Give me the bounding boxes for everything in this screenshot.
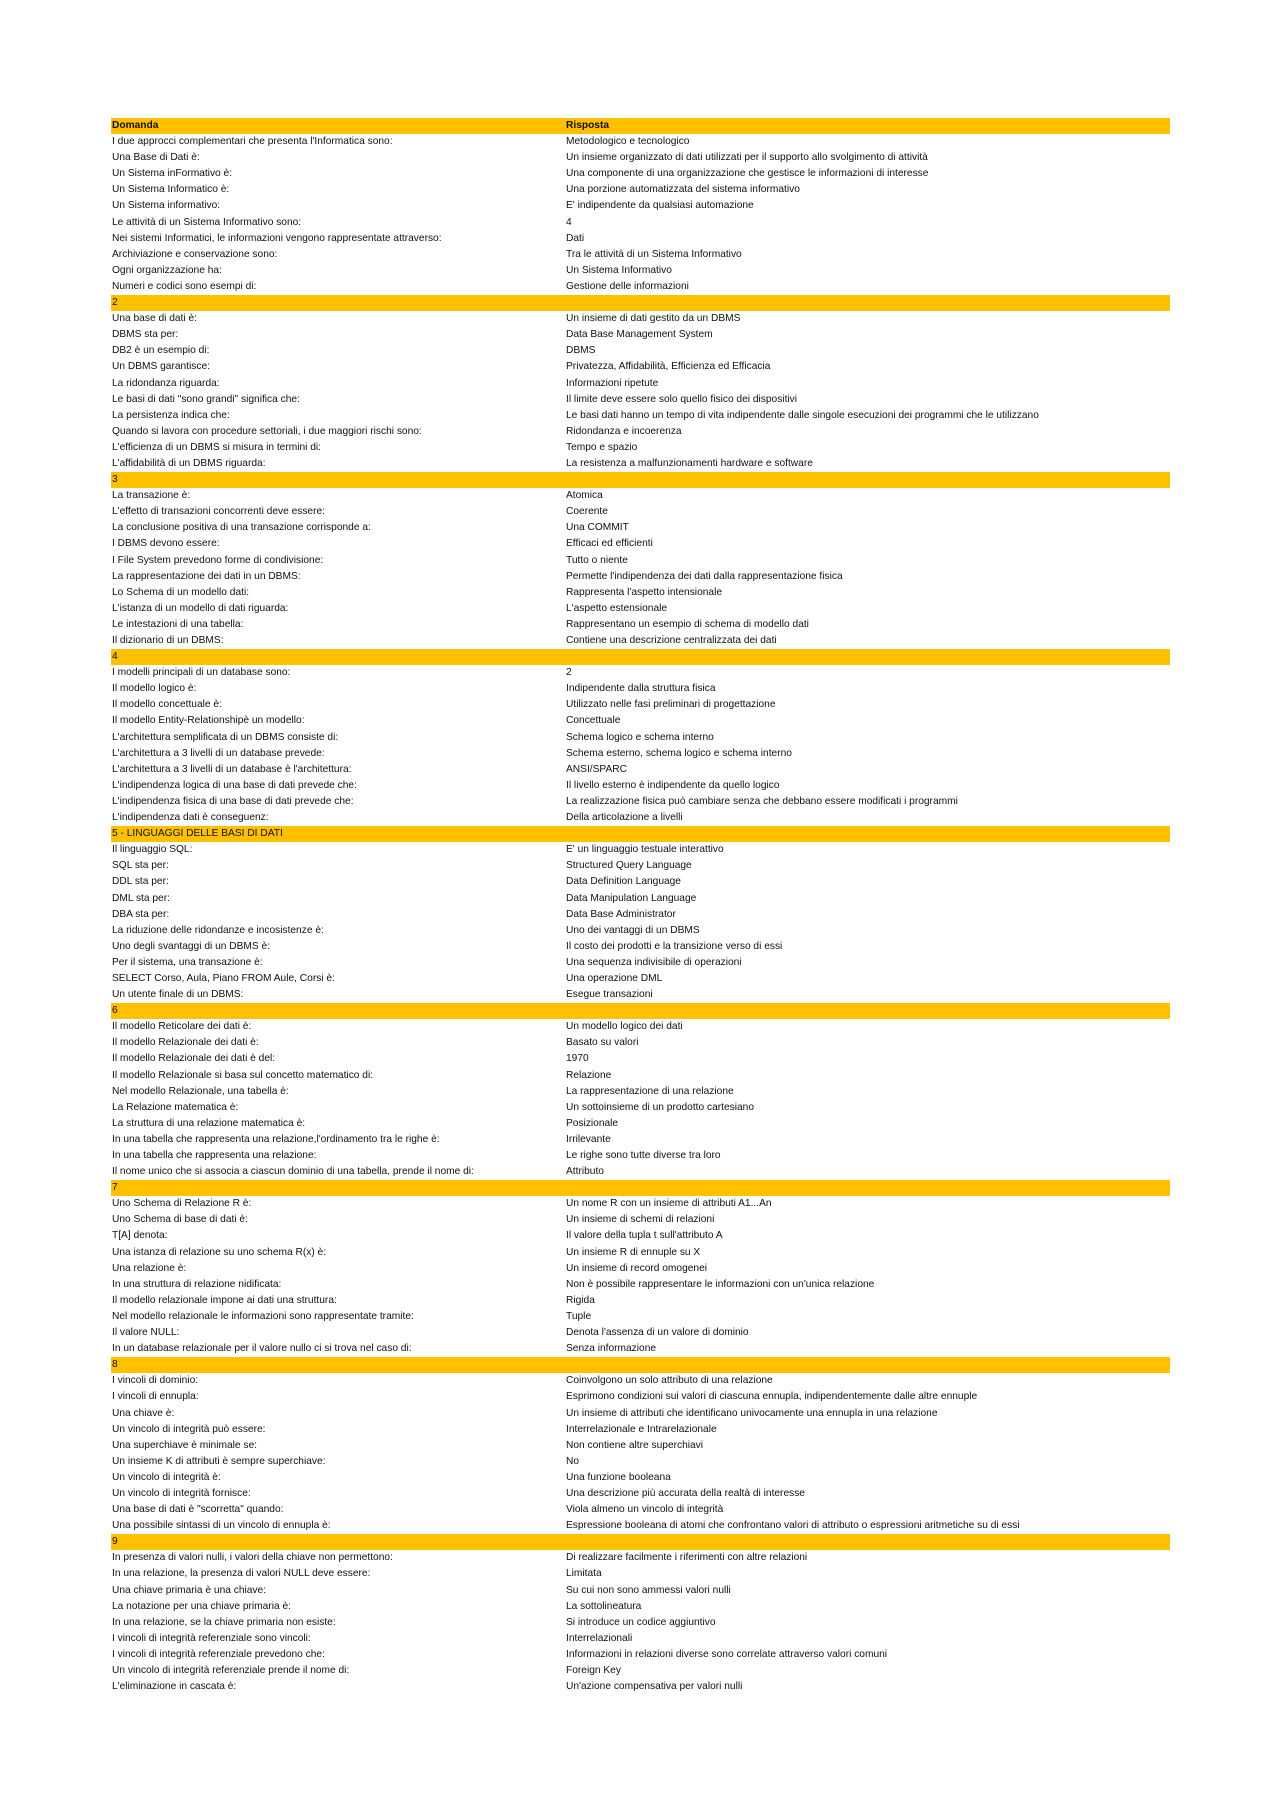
table-row xyxy=(111,778,1170,794)
table-row xyxy=(111,1100,1170,1116)
answer-cell: Il valore della tupla t sull'attributo A xyxy=(566,1230,723,1242)
question-cell: Le intestazioni di una tabella: xyxy=(112,618,244,630)
question-cell: Un vincolo di integrità referenziale prende il nome di: xyxy=(112,1665,350,1676)
qa-table xyxy=(111,118,1170,1695)
question-cell: La ridondanza riguarda: xyxy=(112,377,220,389)
answer-cell: Rigida xyxy=(566,1294,595,1306)
question-cell: Un utente finale di un DBMS: xyxy=(112,989,244,1001)
table-row xyxy=(111,1116,1170,1132)
question-cell: L'efficienza di un DBMS si misura in termini di: xyxy=(112,441,321,453)
table-row xyxy=(111,858,1170,874)
question-cell: L'effetto di transazioni concorrenti deve essere: xyxy=(112,506,325,518)
table-row xyxy=(111,166,1170,182)
section-band xyxy=(111,826,1170,842)
answer-cell: Senza informazione xyxy=(566,1343,657,1355)
section-label: 7 xyxy=(112,1182,118,1194)
question-cell: L'indipendenza logica di una base di dati prevede che: xyxy=(112,779,357,791)
question-cell: Una Base di Dati è: xyxy=(112,152,200,164)
table-row xyxy=(111,907,1170,923)
table-row xyxy=(111,343,1170,359)
answer-cell: Denota l'assenza di un valore di dominio xyxy=(566,1327,749,1339)
section-label: 2 xyxy=(112,297,118,309)
table-row xyxy=(111,1470,1170,1486)
question-cell: T[A] denota: xyxy=(112,1230,168,1242)
question-cell: DBMS sta per: xyxy=(112,329,179,341)
table-row xyxy=(111,263,1170,279)
table-row xyxy=(111,1019,1170,1035)
answer-cell: Le basi dati hanno un tempo di vita indipendente dalle singole esecuzioni dei programmi che le utilizzano xyxy=(566,409,1039,421)
answer-cell: Tra le attività di un Sistema Informativo xyxy=(566,248,742,260)
answer-cell: Un sottoinsieme di un prodotto cartesiano xyxy=(566,1101,755,1113)
table-row xyxy=(111,1518,1170,1534)
question-cell: In un database relazionale per il valore nullo ci si trova nel caso di: xyxy=(112,1343,412,1355)
answer-cell: Un insieme organizzato di dati utilizzati per il supporto allo svolgimento di attività xyxy=(566,152,928,164)
table-row xyxy=(111,1132,1170,1148)
answer-cell: Informazioni ripetute xyxy=(566,377,659,389)
table-row xyxy=(111,762,1170,778)
answer-cell: Espressione booleana di atomi che confrontano valori di attributo o espressioni aritmetiche su di essi xyxy=(566,1520,1020,1532)
answer-cell: 2 xyxy=(566,667,572,679)
answer-cell: Data Definition Language xyxy=(566,876,681,888)
question-cell: Numeri e codici sono esempi di: xyxy=(112,280,257,292)
answer-cell: La sottolineatura xyxy=(566,1600,642,1612)
question-cell: I vincoli di ennupla: xyxy=(112,1391,199,1403)
question-cell: Un insieme K di attributi è sempre superchiave: xyxy=(112,1455,326,1467)
table-row xyxy=(111,440,1170,456)
question-cell: DBA sta per: xyxy=(112,908,170,920)
question-cell: L'eliminazione in cascata è: xyxy=(112,1681,237,1693)
table-row xyxy=(111,1615,1170,1631)
question-cell: Un vincolo di integrità fornisce: xyxy=(112,1487,251,1499)
question-cell: In una struttura di relazione nidificata: xyxy=(112,1278,282,1290)
question-cell: DML sta per: xyxy=(112,892,170,904)
question-cell: In presenza di valori nulli, i valori della chiave non permettono: xyxy=(112,1552,393,1564)
table-row xyxy=(111,874,1170,890)
answer-cell: Una descrizione più accurata della realtà di interesse xyxy=(566,1487,805,1499)
table-row xyxy=(111,1679,1170,1695)
table-row xyxy=(111,585,1170,601)
question-cell: I vincoli di integrità referenziale sono vincoli: xyxy=(112,1632,311,1644)
answer-cell: Rappresenta l'aspetto intensionale xyxy=(566,586,722,598)
table-row xyxy=(111,681,1170,697)
answer-cell: Non è possibile rappresentare le informazioni con un'unica relazione xyxy=(566,1278,875,1290)
table-row xyxy=(111,198,1170,214)
table-row xyxy=(111,504,1170,520)
question-cell: I DBMS devono essere: xyxy=(112,538,220,550)
table-row xyxy=(111,1228,1170,1244)
table-row xyxy=(111,1084,1170,1100)
table-row xyxy=(111,1164,1170,1180)
table-row xyxy=(111,1212,1170,1228)
table-row xyxy=(111,1422,1170,1438)
question-cell: I due approcci complementari che presenta l'Informatica sono: xyxy=(112,136,393,148)
question-cell: Il linguaggio SQL: xyxy=(112,844,193,856)
answer-cell: Un insieme R di ennuple su X xyxy=(566,1246,701,1258)
question-cell: Il modello logico è: xyxy=(112,683,197,695)
question-cell: La riduzione delle ridondanze e incosistenze è: xyxy=(112,924,324,936)
answer-cell: 1970 xyxy=(566,1053,589,1065)
question-cell: La Relazione matematica è: xyxy=(112,1101,239,1113)
table-row xyxy=(111,1550,1170,1566)
answer-cell: Contiene una descrizione centralizzata dei dati xyxy=(566,635,777,646)
answer-cell: L'aspetto estensionale xyxy=(566,602,668,614)
answer-cell: Data Manipulation Language xyxy=(566,892,697,904)
table-row xyxy=(111,1261,1170,1277)
question-cell: Uno degli svantaggi di un DBMS è: xyxy=(112,940,270,952)
answer-cell: Un Sistema Informativo xyxy=(566,264,672,276)
question-cell: Una chiave primaria è una chiave: xyxy=(112,1584,267,1596)
question-cell: L'istanza di un modello di dati riguarda: xyxy=(112,602,289,614)
answer-cell: La resistenza a malfunzionamenti hardware e software xyxy=(566,457,813,469)
table-row xyxy=(111,1583,1170,1599)
answer-cell: Basato su valori xyxy=(566,1037,639,1049)
table-row xyxy=(111,569,1170,585)
section-band xyxy=(111,1180,1170,1196)
question-cell: SELECT Corso, Aula, Piano FROM Aule, Corsi è: xyxy=(112,972,335,984)
answer-cell: Rappresentano un esempio di schema di modello dati xyxy=(566,618,809,630)
table-row xyxy=(111,1325,1170,1341)
question-cell: I File System prevedono forme di condivisione: xyxy=(112,554,324,566)
table-row xyxy=(111,713,1170,729)
answer-cell: Permette l'indipendenza dei dati dalla rappresentazione fisica xyxy=(566,570,843,582)
table-row xyxy=(111,697,1170,713)
question-cell: Una superchiave è minimale se: xyxy=(112,1439,257,1451)
table-row xyxy=(111,1438,1170,1454)
table-row xyxy=(111,1389,1170,1405)
answer-cell: Foreign Key xyxy=(566,1665,621,1676)
question-cell: Un Sistema Informatico è: xyxy=(112,184,230,196)
section-band xyxy=(111,649,1170,665)
table-row xyxy=(111,1341,1170,1357)
header-answer: Risposta xyxy=(566,120,610,131)
table-row xyxy=(111,327,1170,343)
question-cell: Una istanza di relazione su uno schema R(x) è: xyxy=(112,1246,327,1258)
answer-cell: 4 xyxy=(566,216,572,228)
answer-cell: Gestione delle informazioni xyxy=(566,280,689,292)
table-row xyxy=(111,1293,1170,1309)
question-cell: L'architettura semplificata di un DBMS consiste di: xyxy=(112,731,339,743)
table-row xyxy=(111,633,1170,649)
question-cell: Il nome unico che si associa a ciascun dominio di una tabella, prende il nome di: xyxy=(112,1166,474,1178)
question-cell: Una chiave è: xyxy=(112,1407,175,1419)
answer-cell: Schema logico e schema interno xyxy=(566,731,714,743)
answer-cell: Una sequenza indivisibile di operazioni xyxy=(566,956,742,968)
answer-cell: Esegue transazioni xyxy=(566,989,653,1001)
section-label: 9 xyxy=(112,1536,118,1548)
answer-cell: Tempo e spazio xyxy=(566,441,638,453)
question-cell: Il modello Reticolare dei dati è: xyxy=(112,1021,252,1033)
question-cell: Nei sistemi Informatici, le informazioni vengono rappresentate attraverso: xyxy=(112,232,442,244)
section-band xyxy=(111,295,1170,311)
question-cell: I modelli principali di un database sono: xyxy=(112,667,291,679)
answer-cell: Una componente di una organizzazione che gestisce le informazioni di interesse xyxy=(566,168,929,180)
table-row xyxy=(111,1486,1170,1502)
question-cell: La transazione è: xyxy=(112,490,191,502)
answer-cell: Concettuale xyxy=(566,715,621,727)
answer-cell: Structured Query Language xyxy=(566,860,692,872)
question-cell: L'affidabilità di un DBMS riguarda: xyxy=(112,457,266,469)
section-label: 5 - LINGUAGGI DELLE BASI DI DATI xyxy=(112,828,283,840)
answer-cell: Le righe sono tutte diverse tra loro xyxy=(566,1150,721,1161)
answer-cell: Un insieme di dati gestito da un DBMS xyxy=(566,313,741,325)
answer-cell: E' indipendente da qualsiasi automazione xyxy=(566,200,754,212)
table-row xyxy=(111,1245,1170,1261)
answer-cell: Un insieme di record omogenei xyxy=(566,1262,707,1274)
table-row xyxy=(111,215,1170,231)
table-row xyxy=(111,392,1170,408)
table-row xyxy=(111,1631,1170,1647)
answer-cell: Esprimono condizioni sui valori di ciascuna ennupla, indipendentemente dalle altre ennuple xyxy=(566,1391,978,1403)
question-cell: DDL sta per: xyxy=(112,876,169,888)
table-row xyxy=(111,810,1170,826)
table-row xyxy=(111,746,1170,762)
answer-cell: Schema esterno, schema logico e schema interno xyxy=(566,747,792,759)
answer-cell: Tutto o niente xyxy=(566,554,628,566)
question-cell: I vincoli di dominio: xyxy=(112,1375,199,1387)
table-row xyxy=(111,1148,1170,1164)
table-row xyxy=(111,923,1170,939)
section-label: 3 xyxy=(112,474,118,486)
answer-cell: Metodologico e tecnologico xyxy=(566,136,690,148)
table-row xyxy=(111,1051,1170,1067)
table-body xyxy=(111,134,1170,1695)
answer-cell: DBMS xyxy=(566,345,596,357)
section-label: 6 xyxy=(112,1005,118,1017)
answer-cell: Un'azione compensativa per valori nulli xyxy=(566,1681,743,1693)
table-row xyxy=(111,536,1170,552)
answer-cell: Si introduce un codice aggiuntivo xyxy=(566,1616,716,1628)
table-row xyxy=(111,488,1170,504)
question-cell: L'architettura a 3 livelli di un database prevede: xyxy=(112,747,325,759)
answer-cell: Efficaci ed efficienti xyxy=(566,538,653,550)
question-cell: DB2 è un esempio di: xyxy=(112,345,210,357)
table-row xyxy=(111,842,1170,858)
answer-cell: Il costo dei prodotti e la transizione verso di essi xyxy=(566,940,783,952)
question-cell: Un vincolo di integrità è: xyxy=(112,1471,221,1483)
answer-cell: Interrelazionali xyxy=(566,1632,633,1644)
table-row xyxy=(111,1454,1170,1470)
question-cell: In una tabella che rappresenta una relazione: xyxy=(112,1150,317,1161)
answer-cell: No xyxy=(566,1455,580,1467)
question-cell: L'architettura a 3 livelli di un database è l'architettura: xyxy=(112,763,352,775)
question-cell: Il modello Relazionale si basa sul concetto matematico di: xyxy=(112,1069,374,1081)
table-row xyxy=(111,279,1170,295)
answer-cell: La rappresentazione di una relazione xyxy=(566,1085,734,1097)
question-cell: Quando si lavora con procedure settoriali, i due maggiori rischi sono: xyxy=(112,425,422,437)
question-cell: I vincoli di integrità referenziale prevedono che: xyxy=(112,1648,325,1660)
table-row xyxy=(111,730,1170,746)
section-band xyxy=(111,1357,1170,1373)
answer-cell: Su cui non sono ammessi valori nulli xyxy=(566,1584,731,1596)
table-row xyxy=(111,359,1170,375)
answer-cell: Il livello esterno è indipendente da quello logico xyxy=(566,779,780,791)
question-cell: Il dizionario di un DBMS: xyxy=(112,635,224,646)
answer-cell: Coerente xyxy=(566,506,608,518)
question-cell: Nel modello relazionale le informazioni sono rappresentate tramite: xyxy=(112,1310,414,1322)
table-row xyxy=(111,955,1170,971)
question-cell: Il modello relazionale impone ai dati una struttura: xyxy=(112,1294,337,1306)
answer-cell: Privatezza, Affidabilità, Efficienza ed Efficacia xyxy=(566,361,771,373)
table-row xyxy=(111,1373,1170,1389)
table-row xyxy=(111,665,1170,681)
table-row xyxy=(111,794,1170,810)
table-row xyxy=(111,1196,1170,1212)
answer-cell: Posizionale xyxy=(566,1117,619,1129)
question-cell: In una relazione, se la chiave primaria non esiste: xyxy=(112,1616,336,1628)
answer-cell: Data Base Management System xyxy=(566,329,713,341)
question-cell: La persistenza indica che: xyxy=(112,409,230,421)
answer-cell: Limitata xyxy=(566,1568,602,1580)
question-cell: Le basi di dati "sono grandi" significa che: xyxy=(112,393,300,405)
answer-cell: Un nome R con un insieme di attributi A1...An xyxy=(566,1198,772,1210)
question-cell: Una relazione è: xyxy=(112,1262,187,1274)
table-row xyxy=(111,1277,1170,1293)
table-row xyxy=(111,1309,1170,1325)
question-cell: L'indipendenza fisica di una base di dati prevede che: xyxy=(112,795,354,807)
question-cell: Una base di dati è "scorretta" quando: xyxy=(112,1504,284,1516)
table-row xyxy=(111,1035,1170,1051)
question-cell: La conclusione positiva di una transazione corrisponde a: xyxy=(112,522,371,534)
answer-cell: Un insieme di attributi che identificano univocamente una ennupla in una relazione xyxy=(566,1407,938,1419)
table-row xyxy=(111,408,1170,424)
table-row xyxy=(111,456,1170,472)
answer-cell: Tuple xyxy=(566,1310,592,1322)
question-cell: Il modello Relazionale dei dati è del: xyxy=(112,1053,276,1065)
answer-cell: Uno dei vantaggi di un DBMS xyxy=(566,924,700,936)
question-cell: Una possibile sintassi di un vincolo di ennupla è: xyxy=(112,1520,331,1532)
answer-cell: Relazione xyxy=(566,1069,612,1081)
table-row xyxy=(111,1647,1170,1663)
answer-cell: Viola almeno un vincolo di integrità xyxy=(566,1504,724,1516)
table-row xyxy=(111,182,1170,198)
question-cell: Un Sistema informativo: xyxy=(112,200,221,212)
table-row xyxy=(111,1502,1170,1518)
question-cell: Il valore NULL: xyxy=(112,1327,180,1339)
question-cell: La notazione per una chiave primaria è: xyxy=(112,1600,291,1612)
table-row xyxy=(111,1406,1170,1422)
answer-cell: Utilizzato nelle fasi preliminari di progettazione xyxy=(566,699,776,711)
section-band xyxy=(111,1534,1170,1550)
answer-cell: Non contiene altre superchiavi xyxy=(566,1439,704,1451)
header-question: Domanda xyxy=(112,120,159,131)
table-row xyxy=(111,601,1170,617)
question-cell: Le attività di un Sistema Informativo sono: xyxy=(112,216,302,228)
answer-cell: Dati xyxy=(566,232,585,244)
answer-cell: Informazioni in relazioni diverse sono correlate attraverso valori comuni xyxy=(566,1648,888,1660)
table-row xyxy=(111,424,1170,440)
question-cell: SQL sta per: xyxy=(112,860,169,872)
answer-cell: Data Base Administrator xyxy=(566,908,676,920)
answer-cell: La realizzazione fisica può cambiare senza che debbano essere modificati i programmi xyxy=(566,795,958,807)
question-cell: Il modello concettuale è: xyxy=(112,699,222,711)
table-row xyxy=(111,1663,1170,1679)
answer-cell: Attributo xyxy=(566,1166,604,1178)
answer-cell: Interrelazionale e Intrarelazionale xyxy=(566,1423,717,1435)
question-cell: Ogni organizzazione ha: xyxy=(112,264,222,276)
answer-cell: Ridondanza e incoerenza xyxy=(566,425,682,437)
answer-cell: Il limite deve essere solo quello fisico dei dispositivi xyxy=(566,393,798,405)
answer-cell: Irrilevante xyxy=(566,1133,611,1145)
question-cell: Per il sistema, una transazione è: xyxy=(112,956,263,968)
table-header xyxy=(111,118,1170,134)
question-cell: Un DBMS garantisce: xyxy=(112,361,210,373)
answer-cell: Una operazione DML xyxy=(566,972,663,984)
table-row xyxy=(111,553,1170,569)
table-row xyxy=(111,150,1170,166)
answer-cell: Un modello logico dei dati xyxy=(566,1021,683,1033)
question-cell: Una base di dati è: xyxy=(112,313,197,325)
question-cell: In una tabella che rappresenta una relazione,l'ordinamento tra le righe è: xyxy=(112,1133,440,1145)
question-cell: Il modello Relazionale dei dati è: xyxy=(112,1037,259,1049)
table-row xyxy=(111,520,1170,536)
table-row xyxy=(111,1068,1170,1084)
question-cell: La struttura di una relazione matematica è: xyxy=(112,1117,306,1129)
table-row xyxy=(111,1599,1170,1615)
table-row xyxy=(111,311,1170,327)
question-cell: Nel modello Relazionale, una tabella è: xyxy=(112,1085,289,1097)
section-label: 4 xyxy=(112,651,118,663)
question-cell: Un vincolo di integrità può essere: xyxy=(112,1423,266,1435)
question-cell: Il modello Entity-Relationshipè un modello: xyxy=(112,715,305,727)
question-cell: Uno Schema di base di dati è: xyxy=(112,1214,248,1226)
answer-cell: Una porzione automatizzata del sistema informativo xyxy=(566,184,800,196)
question-cell: Lo Schema di un modello dati: xyxy=(112,586,250,598)
question-cell: Archiviazione e conservazione sono: xyxy=(112,248,278,260)
answer-cell: Una funzione booleana xyxy=(566,1471,671,1483)
question-cell: In una relazione, la presenza di valori NULL deve essere: xyxy=(112,1568,371,1580)
table-row xyxy=(111,617,1170,633)
table-row xyxy=(111,971,1170,987)
answer-cell: E' un linguaggio testuale interattivo xyxy=(566,844,724,856)
answer-cell: Una COMMIT xyxy=(566,522,629,534)
section-label: 8 xyxy=(112,1359,118,1371)
question-cell: L'indipendenza dati è conseguenz: xyxy=(112,812,269,824)
section-band xyxy=(111,472,1170,488)
section-band xyxy=(111,1003,1170,1019)
answer-cell: Coinvolgono un solo attributo di una relazione xyxy=(566,1375,773,1387)
table-row xyxy=(111,134,1170,150)
answer-cell: ANSI/SPARC xyxy=(566,763,627,775)
table-row xyxy=(111,376,1170,392)
table-row xyxy=(111,891,1170,907)
question-cell: La rappresentazione dei dati in un DBMS: xyxy=(112,570,301,582)
table-row xyxy=(111,987,1170,1003)
question-cell: Uno Schema di Relazione R è: xyxy=(112,1198,252,1210)
question-cell: Un Sistema inFormativo è: xyxy=(112,168,233,180)
table-row xyxy=(111,247,1170,263)
table-row xyxy=(111,231,1170,247)
answer-cell: Di realizzare facilmente i riferimenti con altre relazioni xyxy=(566,1552,808,1564)
table-row xyxy=(111,939,1170,955)
table-row xyxy=(111,1566,1170,1582)
answer-cell: Un insieme di schemi di relazioni xyxy=(566,1214,715,1226)
answer-cell: Atomica xyxy=(566,490,603,502)
answer-cell: Della articolazione a livelli xyxy=(566,812,683,824)
answer-cell: Indipendente dalla struttura fisica xyxy=(566,683,716,695)
